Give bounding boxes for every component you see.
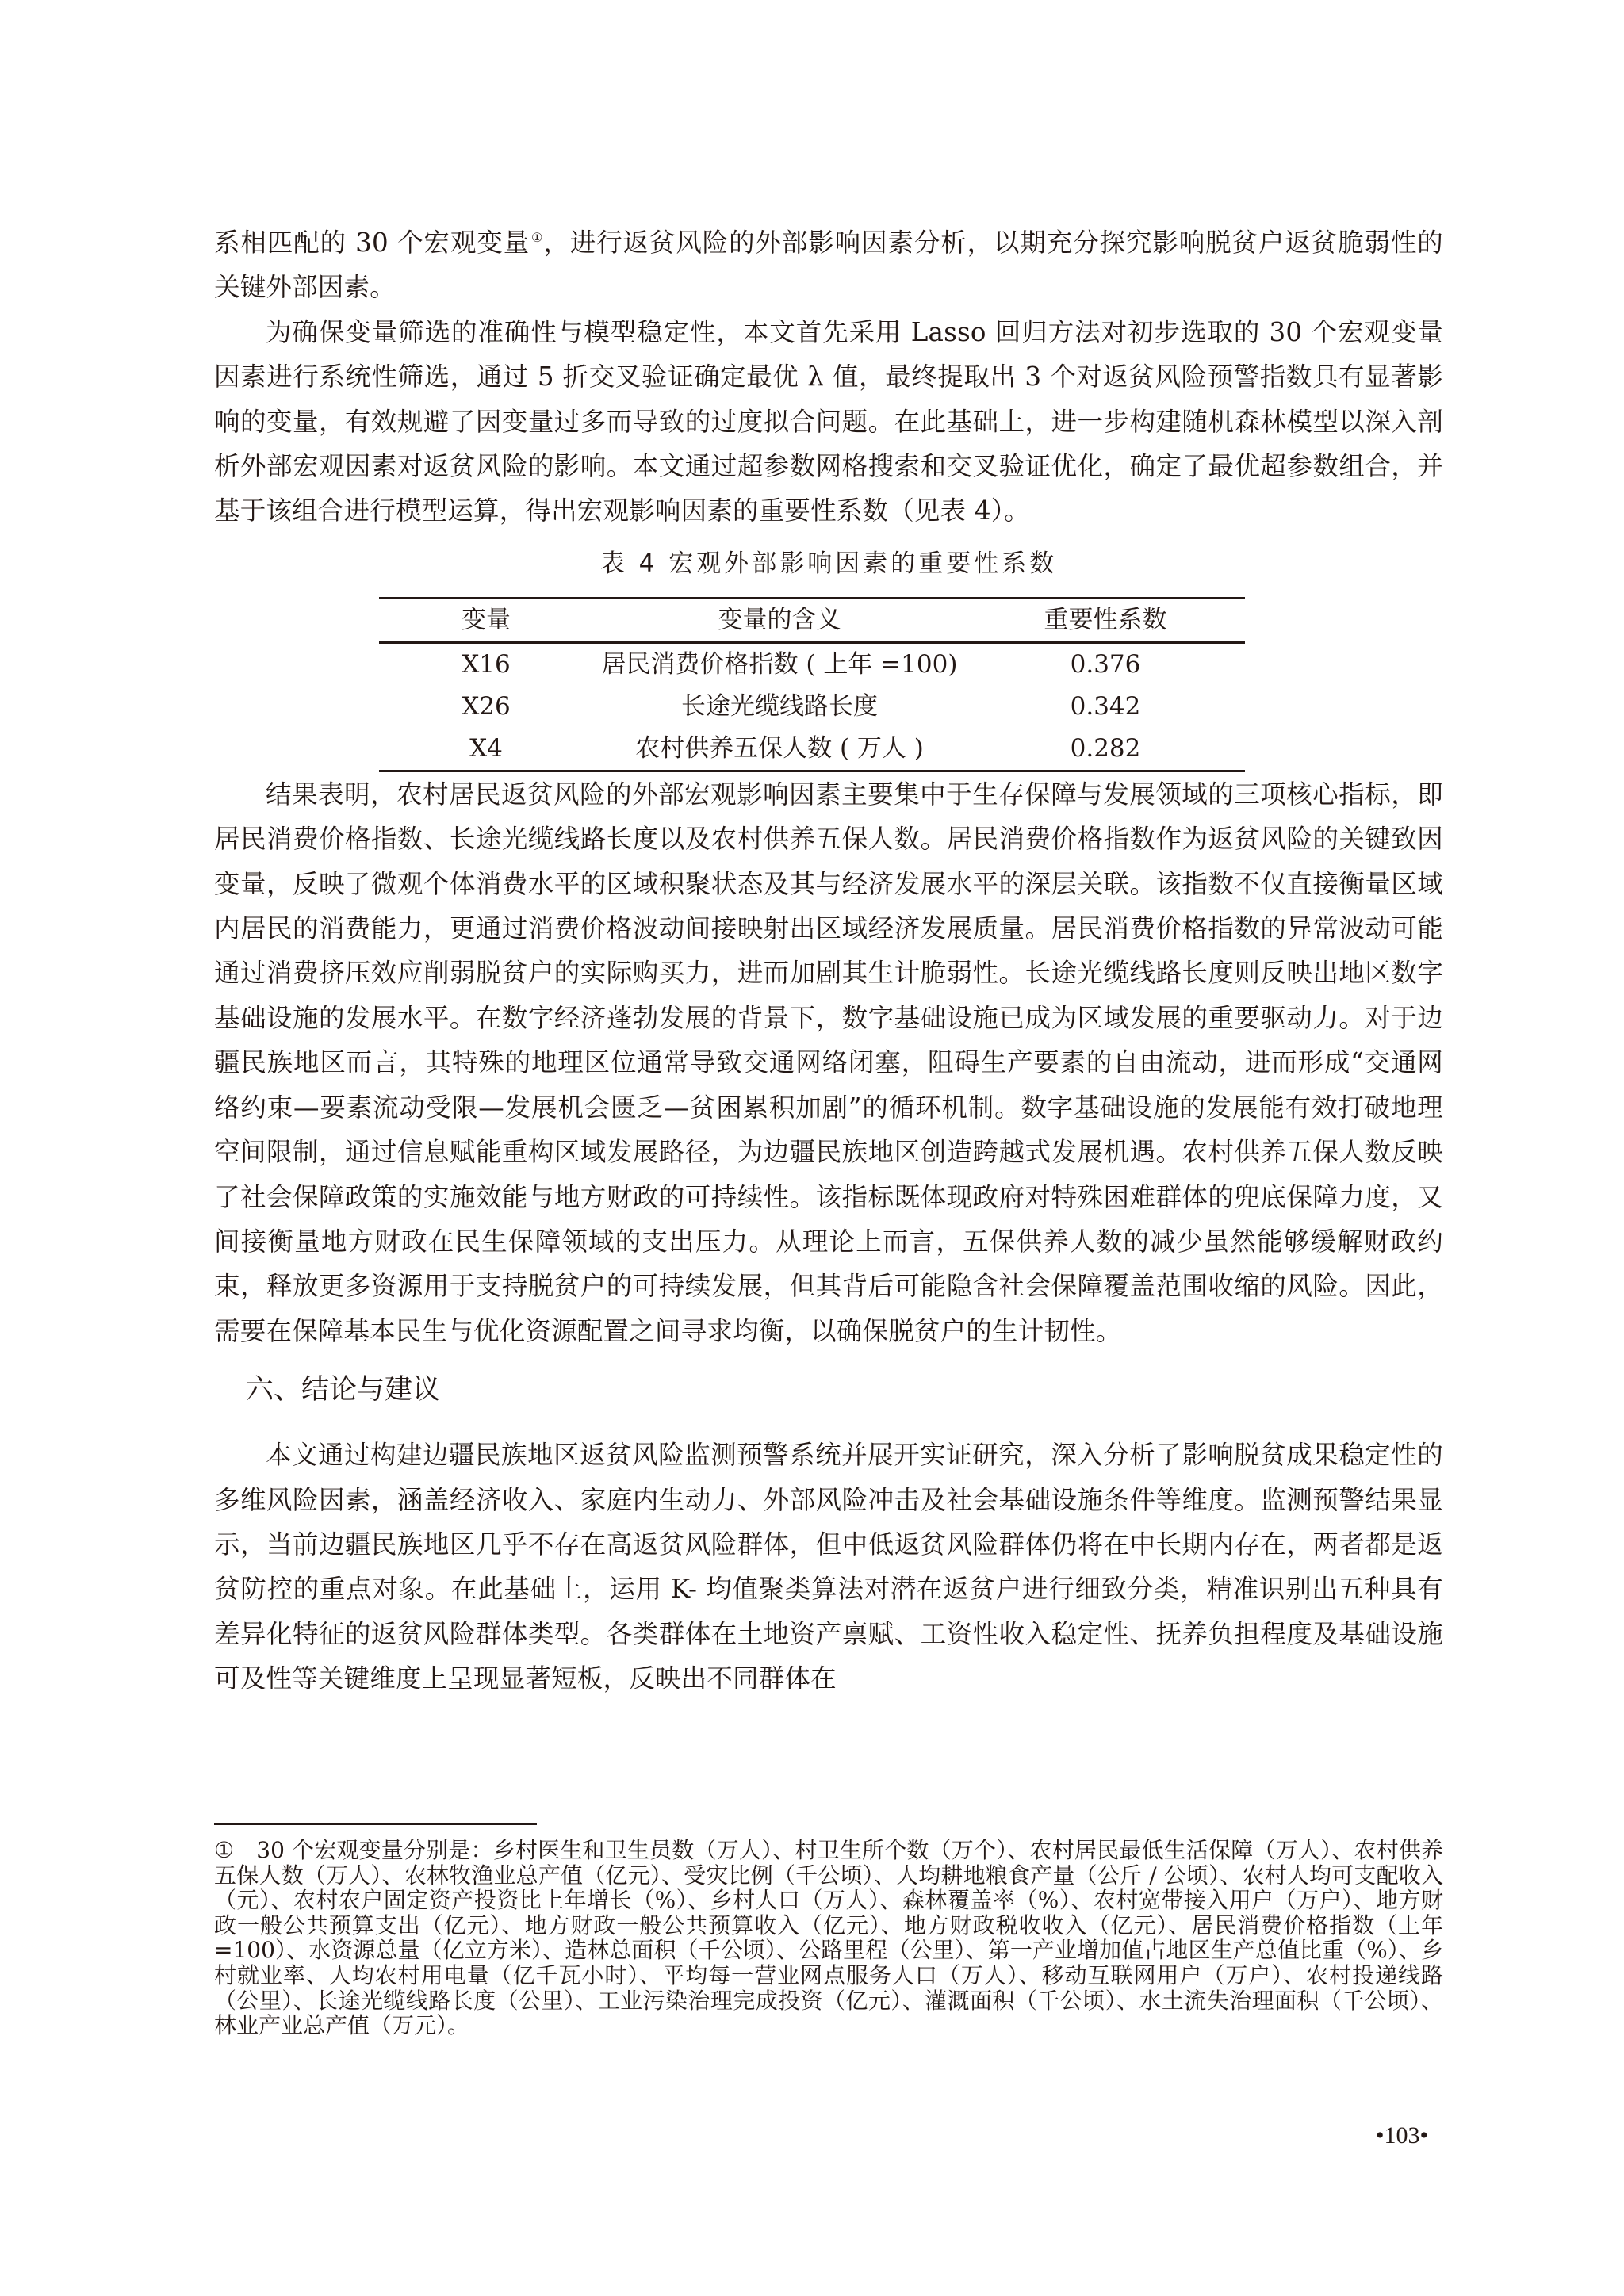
table-row bbox=[379, 686, 1245, 728]
table-row bbox=[379, 728, 1245, 771]
paragraph-method: 为确保变量筛选的准确性与模型稳定性，本文首先采用 Lasso 回归方法对初步选取的 30 个宏观变量因素进行系统性筛选，通过 5 折交叉验证确定最优 λ 值，最终提取出 3 个对返贫风险预警指数具有显著影响的变量，有效规避了因变量过多而导致的过度拟合问题。在此基础上，进一步构建随机森林模型以深入剖析外部宏观因素对返贫风险的影响。本文通过超参数网格搜索和交叉验证优化，确定了最优超参数组合，并基于该组合进行模型运算，得出宏观影响因素的重要性系数（见表 4）。 bbox=[214, 316, 1443, 526]
cell-meaning: 长途光缆线路长度 bbox=[681, 691, 878, 721]
page-body bbox=[214, 220, 1443, 1701]
table-caption: 表 4 宏观外部影响因素的重要性系数 bbox=[599, 549, 1058, 578]
paragraph-intro-continuation bbox=[214, 220, 1443, 310]
cell-meaning: 居民消费价格指数 ( 上年 =100) bbox=[601, 649, 958, 679]
column-header-meaning: 变量的含义 bbox=[593, 598, 966, 642]
paragraph-text: 系相匹配的 30 个宏观变量 bbox=[214, 228, 530, 258]
paragraph-text: ，进行返贫风险的外部影响因素分析，以期充分探究影响脱贫户返贫脆弱性的关键外部因素。 bbox=[214, 228, 1443, 303]
footnote-mark: ① bbox=[214, 1837, 235, 1863]
footnote bbox=[214, 1838, 1443, 2038]
section-heading: 六、结论与建议 bbox=[246, 1374, 441, 1406]
importance-table bbox=[379, 597, 1245, 772]
paragraph-conclusion: 本文通过构建边疆民族地区返贫风险监测预警系统并展开实证研究，深入分析了影响脱贫成果稳定性的多维风险因素，涵盖经济收入、家庭内生动力、外部风险冲击及社会基础设施条件等维度。监测预警结果显示，当前边疆民族地区几乎不存在高返贫风险群体，但中低返贫风险群体仍将在中长期内存在，两者都是返贫防控的重点对象。在此基础上，运用 K- 均值聚类算法对潜在返贫户进行细致分类，精准识别出五种具有差异化特征的返贫风险群体类型。各类群体在土地资产禀赋、工资性收入稳定性、抚养负担程度及基础设施可及性等关键维度上呈现显著短板，反映出不同群体在 bbox=[214, 1440, 1443, 1694]
cell-variable: X26 bbox=[462, 691, 511, 721]
footnote-reference[interactable]: ① bbox=[531, 230, 544, 246]
footnote-text: 30 个宏观变量分别是：乡村医生和卫生员数（万人）、村卫生所个数（万个）、农村居民最低生活保障（万人）、农村供养五保人数（万人）、农林牧渔业总产值（亿元）、受灾比例（千公顷）、人均耕地粮食产量（公斤 / 公顷）、农村人均可支配收入（元）、农村农户固定资产投资比上年增长（%）、乡村人口（万人）、森林覆盖率（%）、农村宽带接入用户（万户）、地方财政一般公共预算支出（亿元）、地方财政一般公共预算收入（亿元）、地方财政税收收入（亿元）、居民消费价格指数（上年 =100）、水资源总量（亿立方米）、造林总面积（千公顷）、公路里程（公里）、第一产业增加值占地区生产总值比重（%）、乡村就业率、人均农村用电量（亿千瓦小时）、平均每一营业网点服务人口（万人）、移动互联网用户（万户）、农村投递线路（公里）、长途光缆线路长度（公里）、工业污染治理完成投资（亿元）、灌溉面积（千公顷）、水土流失治理面积（千公顷）、林业产业总产值（万元）。 bbox=[214, 1837, 1443, 2039]
column-header-variable: 变量 bbox=[379, 598, 593, 642]
cell-importance: 0.376 bbox=[1070, 649, 1141, 679]
cell-meaning: 农村供养五保人数 ( 万人 ) bbox=[593, 728, 966, 771]
table-row bbox=[379, 642, 1245, 686]
footnote-divider bbox=[214, 1823, 537, 1825]
page-number: •103• bbox=[1376, 2122, 1429, 2149]
cell-variable: X16 bbox=[462, 649, 511, 679]
cell-importance: 0.342 bbox=[1070, 691, 1141, 721]
cell-importance: 0.282 bbox=[966, 728, 1245, 771]
table-header-row bbox=[379, 598, 1245, 642]
cell-variable: X4 bbox=[379, 728, 593, 771]
paragraph-results: 结果表明，农村居民返贫风险的外部宏观影响因素主要集中于生存保障与发展领域的三项核心指标，即居民消费价格指数、长途光缆线路长度以及农村供养五保人数。居民消费价格指数作为返贫风险的关键致因变量，反映了微观个体消费水平的区域积聚状态及其与经济发展水平的深层关联。该指数不仅直接衡量区域内居民的消费能力，更通过消费价格波动间接映射出区域经济发展质量。居民消费价格指数的异常波动可能通过消费挤压效应削弱脱贫户的实际购买力，进而加剧其生计脆弱性。长途光缆线路长度则反映出地区数字基础设施的发展水平。在数字经济蓬勃发展的背景下，数字基础设施已成为区域发展的重要驱动力。对于边疆民族地区而言，其特殊的地理区位通常导致交通网络闭塞，阻碍生产要素的自由流动，进而形成“交通网络约束—要素流动受限—发展机会匮乏—贫困累积加剧”的循环机制。数字基础设施的发展能有效打破地理空间限制，通过信息赋能重构区域发展路径，为边疆民族地区创造跨越式发展机遇。农村供养五保人数反映了社会保障政策的实施效能与地方财政的可持续性。该指标既体现政府对特殊困难群体的兜底保障力度，又间接衡量地方财政在民生保障领域的支出压力。从理论上而言，五保供养人数的减少虽然能够缓解财政约束，释放更多资源用于支持脱贫户的可持续发展，但其背后可能隐含社会保障覆盖范围收缩的风险。因此，需要在保障基本民生与优化资源配置之间寻求均衡，以确保脱贫户的生计韧性。 bbox=[214, 779, 1443, 1346]
column-header-importance: 重要性系数 bbox=[966, 598, 1245, 642]
